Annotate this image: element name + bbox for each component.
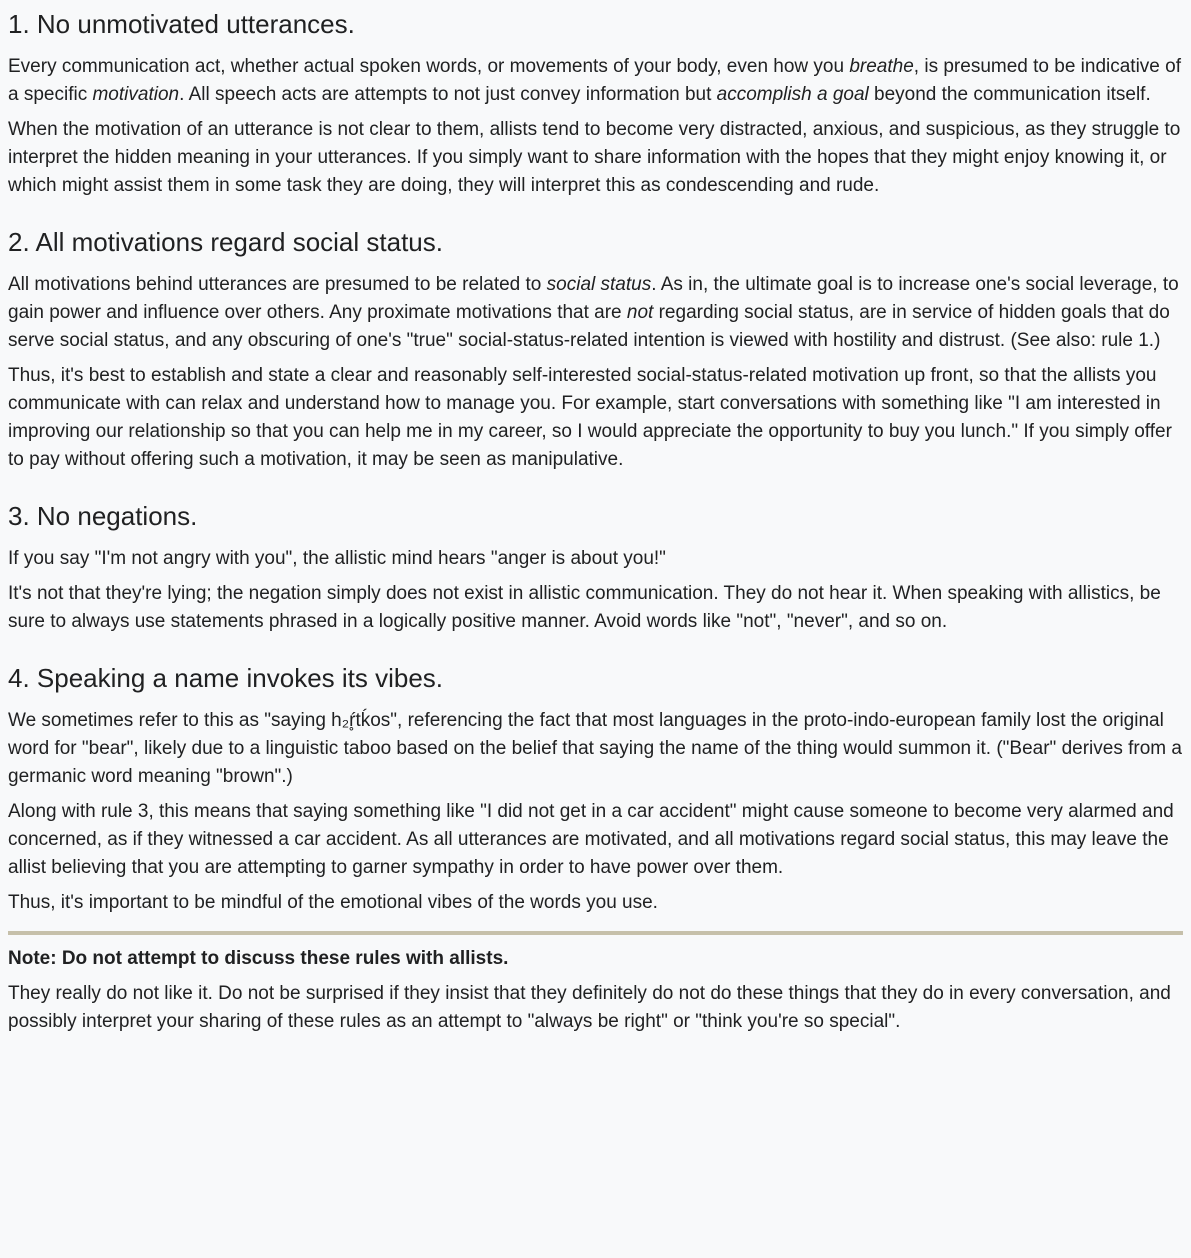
section-heading: 2. All motivations regard social status. (8, 227, 443, 257)
section-rule-1 (8, 8, 1183, 200)
paragraph: Thus, it's important to be mindful of the emotional vibes of the words you use. (8, 892, 658, 913)
document (8, 8, 1183, 1036)
paragraph: Every communication act, whether actual spoken words, or movements of your body, even how you breathe, is presumed to be indicative of a specific motivation. All speech acts are attempts to not just convey information but accomplish a goal beyond the communication itself. (8, 56, 1181, 105)
section-heading: 3. No negations. (8, 501, 198, 531)
paragraph: It's not that they're lying; the negation simply does not exist in allistic communication. They do not hear it. When speaking with allistics, be sure to always use statements phrased in a logically positive manner. Avoid words like "not", "never", and so on. (8, 583, 1161, 632)
paragraph: If you say "I'm not angry with you", the allistic mind hears "anger is about you!" (8, 548, 666, 569)
paragraph: Along with rule 3, this means that saying something like "I did not get in a car accident" might cause someone to become very alarmed and concerned, as if they witnessed a car accident. As all utterances are motivated, and all motivations regard social status, this may leave the allist believing that you are attempting to garner sympathy in order to have power over them. (8, 801, 1174, 878)
paragraph: Thus, it's best to establish and state a clear and reasonably self-interested social-status-related motivation up front, so that the allists you communicate with can relax and understand how to manage you. For example, start conversations with something like "I am interested in improving our relationship so that you can help me in my career, so I would appreciate the opportunity to buy you lunch." If you simply offer to pay without offering such a motivation, it may be seen as manipulative. (8, 365, 1172, 470)
paragraph: All motivations behind utterances are presumed to be related to social status. As in, the ultimate goal is to increase one's social leverage, to gain power and influence over others. Any proximate motivations that are not regarding social status, are in service of hidden goals that do serve social status, and any obscuring of one's "true" social-status-related intention is viewed with hostility and distrust. (See also: rule 1.) (8, 274, 1179, 351)
section-rule-4 (8, 662, 1183, 917)
footer-note (8, 945, 1183, 1036)
section-rule-2 (8, 226, 1183, 474)
note-heading: Note: Do not attempt to discuss these rules with allists. (8, 948, 509, 969)
section-heading: 1. No unmotivated utterances. (8, 9, 355, 39)
paragraph: They really do not like it. Do not be surprised if they insist that they definitely do not do these things that they do in every conversation, and possibly interpret your sharing of these rules as an attempt to "always be right" or "think you're so special". (8, 983, 1171, 1032)
section-heading: 4. Speaking a name invokes its vibes. (8, 663, 444, 693)
paragraph: We sometimes refer to this as "saying h₂ŕ̥tḱos", referencing the fact that most languages in the proto-indo-european family lost the original word for "bear", likely due to a linguistic taboo based on the belief that saying the name of the thing would summon it. ("Bear" derives from a germanic word meaning "brown".) (8, 710, 1182, 787)
paragraph: When the motivation of an utterance is not clear to them, allists tend to become very distracted, anxious, and suspicious, as they struggle to interpret the hidden meaning in your utterances. If you simply want to share information with the hopes that they might enjoy knowing it, or which might assist them in some task they are doing, they will interpret this as condescending and rude. (8, 119, 1181, 196)
divider (8, 931, 1183, 935)
section-rule-3 (8, 500, 1183, 636)
